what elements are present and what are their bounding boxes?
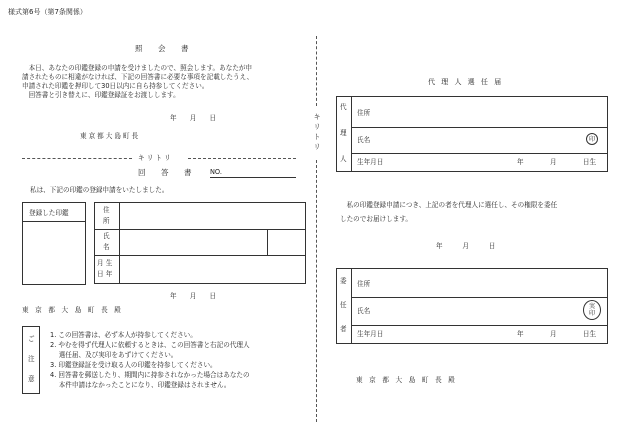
agent-date: 年 月 日: [436, 242, 496, 250]
principal-addr-field[interactable]: [385, 273, 603, 295]
divider-char: リ: [313, 143, 321, 151]
fold-line-bottom: [316, 160, 317, 422]
reply-no-label: NO.: [210, 168, 222, 176]
info-col-divider: [119, 203, 120, 283]
agent-name-field[interactable]: [385, 129, 581, 151]
notes-list: [50, 330, 250, 390]
principal-row-divider: [351, 325, 607, 326]
note-item: 本件申請はなかったことになり、印鑑登録はされません。: [50, 381, 231, 389]
form-number: 様式第6号（第7条関係）: [8, 8, 87, 16]
jitsuin-char: 実: [588, 303, 595, 310]
reply-date: 年 月 日: [170, 292, 217, 300]
agent-birth-fields: 年 月 日生: [517, 158, 597, 166]
cut-label: キ リ ト リ: [138, 154, 171, 162]
statement-line: 私の印鑑登録申請につき、上記の者を代理人に選任し、その権限を委任: [340, 201, 558, 209]
info-seal-divider: [267, 229, 268, 255]
birth-label: 日 年: [97, 270, 113, 278]
agent-box: [336, 96, 608, 172]
cut-line-left: [22, 158, 132, 159]
notes-label: 意: [28, 375, 35, 383]
agent-birth-label: 生年月日: [357, 158, 384, 166]
inquiry-line: 回答書と引き替えに、印鑑登録証をお渡しします。: [22, 91, 180, 99]
agent-row-divider: [351, 153, 607, 154]
principal-name-label: 氏名: [357, 307, 371, 315]
principal-name-field[interactable]: [385, 301, 577, 323]
inquiry-body: [22, 64, 253, 100]
agent-side-label: 理: [340, 129, 347, 137]
reply-title: 回 答 書: [138, 168, 196, 177]
agent-statement: [340, 198, 557, 226]
addr-label: 所: [103, 217, 110, 225]
note-item: 3. 印鑑登録証を受け取る人の印鑑を持参してください。: [50, 361, 217, 369]
jitsuin-mark-icon: [583, 300, 601, 320]
reply-addressee: 東 京 都 大 島 町 長 殿: [22, 306, 121, 314]
statement-line: したのでお届けします。: [340, 215, 413, 223]
seal-box[interactable]: [22, 202, 86, 285]
name-field[interactable]: [121, 231, 265, 253]
principal-birth-fields: 年 月 日生: [517, 330, 597, 338]
notes-label: 注: [28, 355, 35, 363]
jitsuin-char: 印: [588, 310, 595, 317]
addr-field[interactable]: [121, 205, 301, 227]
agent-col-divider: [351, 97, 352, 171]
principal-side-label: 任: [340, 301, 347, 309]
inquiry-line: 申請された印鑑を押印して30日以内に自ら持参してください。: [22, 82, 209, 90]
principal-col-divider: [351, 269, 352, 343]
divider-char: リ: [313, 123, 321, 131]
divider-char: ト: [313, 133, 321, 141]
note-item: 1. この回答書は、必ず本人が持参してください。: [50, 331, 197, 339]
agent-form-title: 代 理 人 選 任 届: [428, 78, 504, 86]
agent-row-divider: [351, 127, 607, 128]
agent-addr-field[interactable]: [385, 101, 603, 125]
note-item: 選任届、及び実印をあずけてください。: [50, 351, 178, 359]
note-item: 2. やむを得ず代理人に依頼するときは、この回答書と右記の代理人: [50, 341, 250, 349]
fold-line-top: [316, 36, 317, 106]
name-label: 氏: [103, 232, 110, 240]
birth-field[interactable]: [121, 257, 301, 281]
principal-birth-label: 生年月日: [357, 330, 384, 338]
seal-box-divider: [23, 221, 85, 222]
agent-addr-label: 住所: [357, 109, 371, 117]
reply-statement: 私は、下記の印鑑の登録申請をいたしました。: [30, 186, 169, 194]
inquiry-date: 年 月 日: [170, 114, 217, 122]
inquiry-title: 照 会 書: [135, 44, 193, 53]
cut-line-right: [188, 158, 296, 159]
info-row-divider: [95, 229, 305, 230]
notes-label: ご: [28, 335, 35, 343]
inquiry-line: 本日、あなたの印鑑登録の申請を受けましたので、照会します。あなたが申: [22, 64, 253, 72]
notes-label-box: [22, 326, 40, 394]
name-label: 名: [103, 243, 110, 251]
addr-label: 住: [103, 206, 110, 214]
principal-side-label: 者: [340, 325, 347, 333]
principal-row-divider: [351, 297, 607, 298]
seal-box-label: 登録した印鑑: [29, 209, 69, 217]
divider-char: キ: [313, 113, 321, 121]
divider-label: [312, 112, 322, 152]
info-row-divider: [95, 255, 305, 256]
agent-side-label: 代: [340, 103, 347, 111]
inquiry-mayor: 東京都大島町長: [80, 132, 141, 140]
note-item: 4. 回答書を郵送したり、期間内に持参されなかった場合はあなたの: [50, 371, 250, 379]
reply-info-box: [94, 202, 306, 284]
inquiry-line: 請されたものに相違がなければ、下記の回答書に必要な事項を記載したうえ、: [22, 73, 254, 81]
reply-no-field[interactable]: [210, 177, 296, 178]
agent-side-label: 人: [340, 155, 347, 163]
birth-label: 月 生: [97, 259, 113, 267]
principal-box: [336, 268, 608, 344]
agent-addressee: 東 京 都 大 島 町 長 殿: [356, 376, 455, 384]
principal-addr-label: 住所: [357, 280, 371, 288]
seal-mark-icon: 印: [586, 133, 598, 145]
principal-side-label: 委: [340, 277, 347, 285]
agent-name-label: 氏名: [357, 136, 371, 144]
